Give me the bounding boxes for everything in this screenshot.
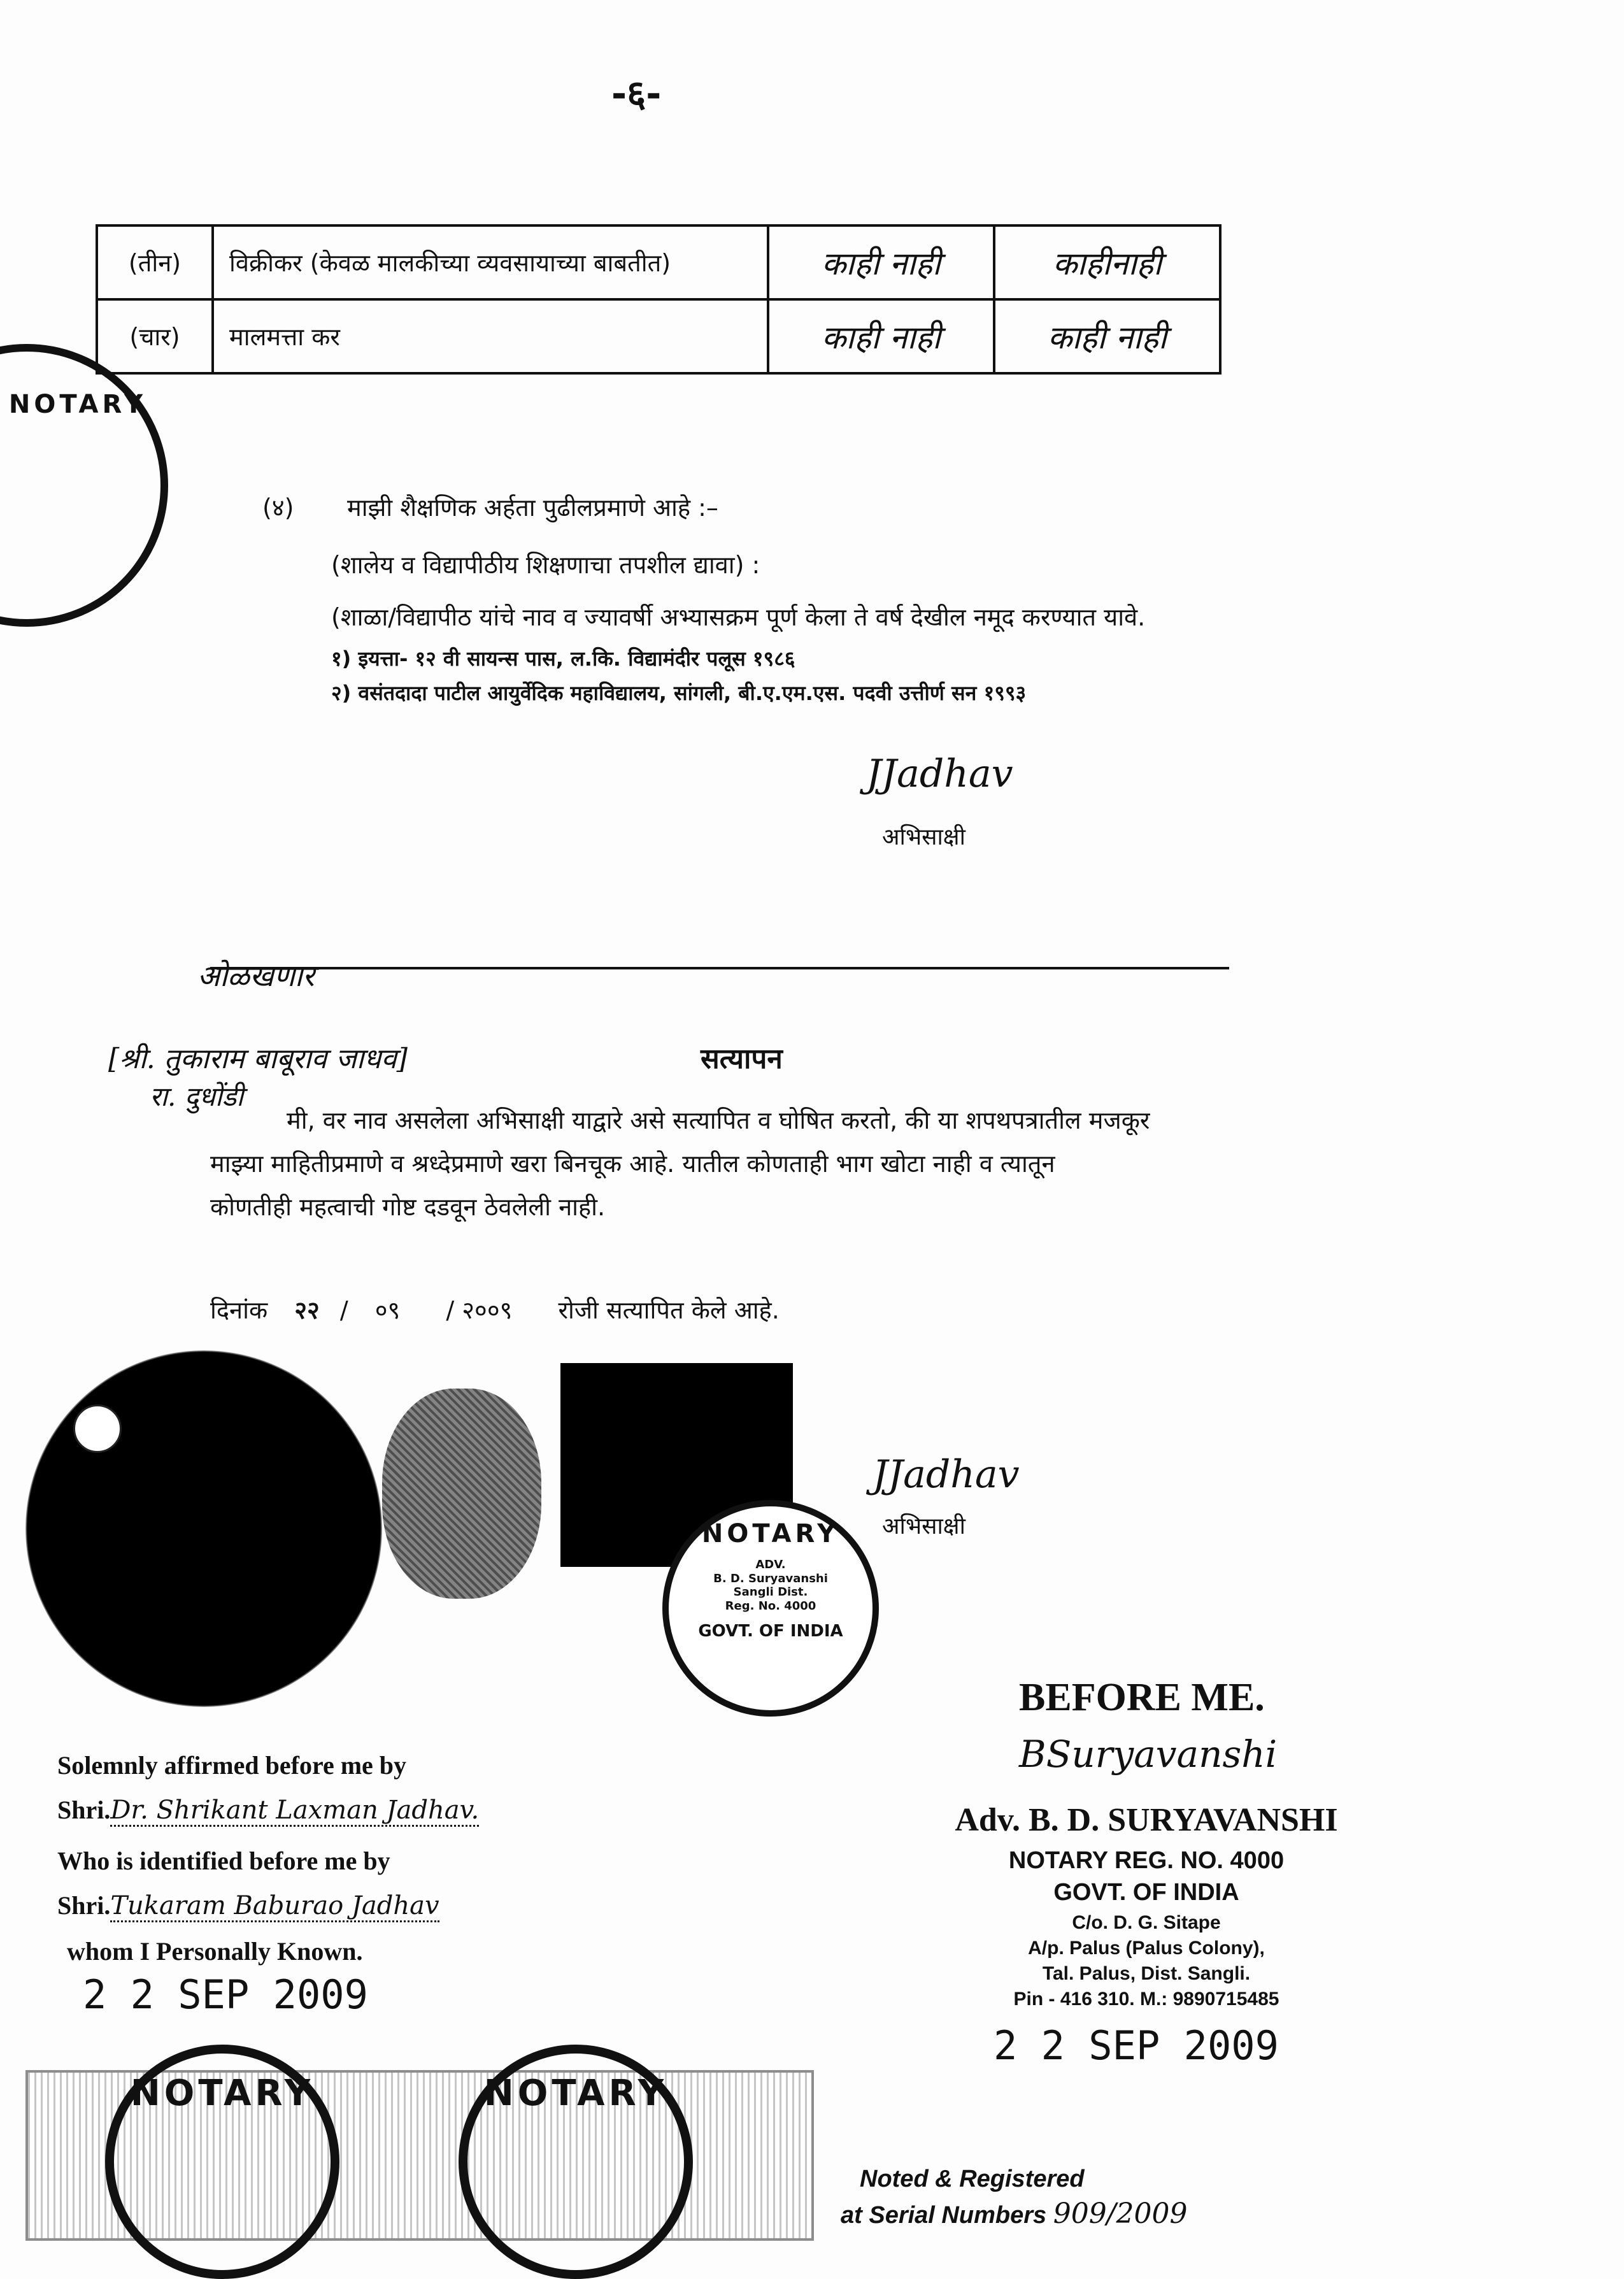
notary-reg: NOTARY REG. NO. 4000 bbox=[1008, 1847, 1285, 1874]
notary-address: A/p. Palus (Palus Colony), bbox=[1028, 1938, 1265, 1959]
notary-stamp-partial bbox=[0, 344, 168, 627]
affirmation-prefix: Shri. bbox=[57, 1891, 111, 1920]
stamp-ring-top: NOTARY bbox=[701, 1519, 840, 1548]
tax-table bbox=[96, 224, 1222, 375]
row-self-value: काही नाही bbox=[768, 225, 994, 299]
registration-line bbox=[841, 2197, 1188, 2230]
affirmation-line bbox=[57, 1795, 479, 1825]
stamp-line: Sangli Dist. bbox=[733, 1585, 808, 1599]
deponent-label: अभिसाक्षी bbox=[882, 824, 965, 850]
education-line: (शालेय व विद्यापीठीय शिक्षणाचा तपशील द्यावा) : bbox=[331, 551, 760, 579]
row-spouse-value: काहीनाही bbox=[994, 225, 1220, 299]
affirmant-name: Dr. Shrikant Laxman Jadhav. bbox=[110, 1796, 479, 1827]
divider bbox=[210, 967, 1229, 969]
deponent-label: अभिसाक्षी bbox=[882, 1513, 965, 1540]
deponent-signature: JJadhav bbox=[866, 752, 1013, 796]
date-stamp: 2 2 SEP 2009 bbox=[994, 2022, 1279, 2069]
registration-label: at Serial Numbers bbox=[841, 2202, 1047, 2229]
identifier-label: ओळखणार bbox=[197, 959, 315, 993]
notary-stamp bbox=[662, 1500, 879, 1717]
deponent-signature: JJadhav bbox=[873, 1452, 1020, 1497]
notary-name: Adv. B. D. SURYAVANSHI bbox=[955, 1802, 1338, 1838]
education-heading: माझी शैक्षणिक अर्हता पुढीलप्रमाणे आहे :– bbox=[347, 494, 718, 522]
identifier-place: रा. दुधोंडी bbox=[150, 1081, 244, 1112]
registration-line: Noted & Registered bbox=[860, 2166, 1085, 2192]
row-index: (चार) bbox=[97, 299, 213, 373]
thumbprint bbox=[382, 1389, 541, 1599]
date-day: २२ bbox=[294, 1296, 320, 1324]
verification-text: कोणतीही महत्वाची गोष्ट दडवून ठेवलेली नाही. bbox=[210, 1193, 606, 1221]
affirmation-line: Who is identified before me by bbox=[57, 1847, 390, 1875]
notary-signature: BSuryavanshi bbox=[1019, 1732, 1278, 1776]
identifier-name-english: Tukaram Baburao Jadhav bbox=[110, 1891, 439, 1922]
date-month: ०९ bbox=[374, 1296, 401, 1324]
date-stamp: 2 2 SEP 2009 bbox=[83, 1971, 368, 2018]
stamp-line: B. D. Suryavanshi bbox=[713, 1571, 828, 1585]
stamp-ring-top: NOTARY bbox=[130, 2073, 315, 2114]
verification-text: माझ्या माहितीप्रमाणे व श्रध्देप्रमाणे खरा बिनचूक आहे. यातील कोणताही भाग खोटा नाही व त्यातून bbox=[210, 1150, 1055, 1178]
notary-address: Tal. Palus, Dist. Sangli. bbox=[1042, 1963, 1251, 1984]
notary-govt: GOVT. OF INDIA bbox=[1053, 1879, 1239, 1906]
date-prefix: दिनांक bbox=[210, 1296, 268, 1324]
row-item: मालमत्ता कर bbox=[213, 299, 768, 373]
notary-stamp bbox=[105, 2045, 339, 2279]
affirmation-line bbox=[57, 1890, 439, 1920]
date-year: २००९ bbox=[462, 1296, 513, 1324]
notary-contact: Pin - 416 310. M.: 9890715485 bbox=[1013, 1989, 1279, 2010]
stamp-ring-top: NOTARY bbox=[483, 2073, 668, 2114]
stamp-ring-text: NOTARY bbox=[8, 390, 147, 419]
identifier-name: [श्री. तुकाराम बाबूराव जाधव] bbox=[108, 1043, 408, 1075]
education-number: (४) bbox=[262, 494, 294, 522]
verification-title: सत्यापन bbox=[701, 1043, 783, 1075]
education-line: (शाळा/विद्यापीठ यांचे नाव व ज्यावर्षी अभ्यासक्रम पूर्ण केला ते वर्ष देखील नमूद करण्यात यावे. bbox=[331, 603, 1146, 631]
date-suffix: रोजी सत्यापित केले आहे. bbox=[558, 1296, 780, 1324]
embossed-seal bbox=[25, 1350, 382, 1707]
notary-stamp bbox=[459, 2045, 693, 2279]
stamp-line: ADV. bbox=[755, 1558, 786, 1571]
stamp-line: Reg. No. 4000 bbox=[725, 1599, 816, 1613]
affirmation-prefix: Shri. bbox=[57, 1796, 111, 1824]
education-entry: २) वसंतदादा पाटील आयुर्वेदिक महाविद्यालय, सांगली, बी.ए.एम.एस. पदवी उत्तीर्ण सन १९९३ bbox=[331, 681, 1027, 705]
row-self-value: काही नाही bbox=[768, 299, 994, 373]
seal-hole bbox=[73, 1404, 122, 1453]
notary-address: C/o. D. G. Sitape bbox=[1072, 1912, 1221, 1933]
row-index: (तीन) bbox=[97, 225, 213, 299]
table-row bbox=[97, 299, 1220, 373]
table-row bbox=[97, 225, 1220, 299]
page-number: -६- bbox=[611, 72, 662, 115]
stamp-ring-bottom: GOVT. OF INDIA bbox=[698, 1622, 843, 1641]
row-item: विक्रीकर (केवळ मालकीच्या व्यवसायाच्या बाबतीत) bbox=[213, 225, 768, 299]
affirmation-line: whom I Personally Known. bbox=[67, 1937, 363, 1966]
verification-text: मी, वर नाव असलेला अभिसाक्षी याद्वारे असे सत्यापित व घोषित करतो, की या शपथपत्रातील मजकूर bbox=[287, 1106, 1150, 1134]
affirmation-line: Solemnly affirmed before me by bbox=[57, 1751, 407, 1780]
verification-date: दिनांक २२ / ०९ / २००९ रोजी सत्यापित केले आहे. bbox=[210, 1296, 780, 1324]
before-me: BEFORE ME. bbox=[1019, 1676, 1265, 1719]
row-spouse-value: काही नाही bbox=[994, 299, 1220, 373]
registration-serial: 909/2009 bbox=[1053, 2197, 1188, 2230]
education-entry: १) इयत्ता- १२ वी सायन्स पास, ल.कि. विद्यामंदीर पलूस १९८६ bbox=[331, 647, 795, 671]
